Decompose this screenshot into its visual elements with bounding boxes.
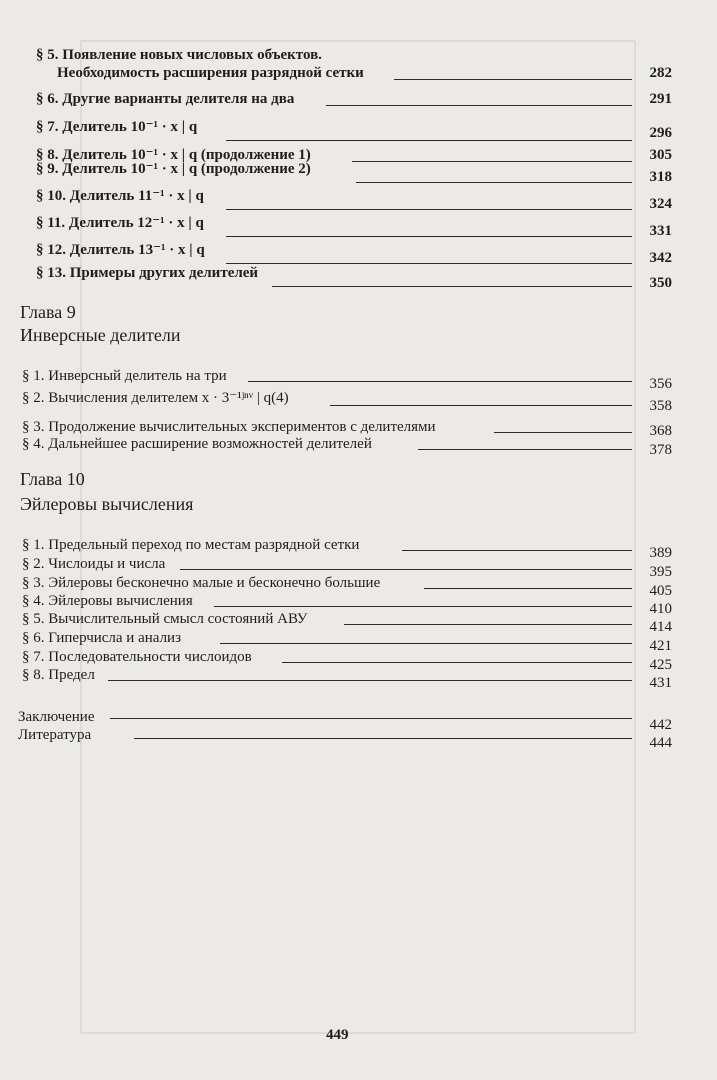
chapter-title: Эйлеровы вычисления xyxy=(20,494,194,514)
toc-entry-label: § 12. Делитель 13⁻¹ · x | q xyxy=(36,242,205,258)
toc-page-number: 444 xyxy=(649,735,672,751)
toc-entry-label: § 5. Появление новых числовых объектов. xyxy=(36,47,322,63)
toc-page-number: 405 xyxy=(649,583,672,599)
leader-line xyxy=(356,182,632,183)
chapter-number: Глава 10 xyxy=(20,469,85,489)
leader-line xyxy=(134,738,632,739)
toc-page-number: 431 xyxy=(649,675,672,691)
toc-entry-label: § 4. Дальнейшее расширение возможностей делителей xyxy=(22,436,372,452)
toc-page-number: 389 xyxy=(649,545,672,561)
toc-page-number: 291 xyxy=(649,91,672,107)
toc-entry-label: Литература xyxy=(18,727,92,743)
toc-entry-label: § 7. Последовательности числоидов xyxy=(22,649,252,665)
leader-line xyxy=(402,550,632,551)
toc-entry-label: § 6. Другие варианты делителя на два xyxy=(36,91,295,107)
toc-page-number: 358 xyxy=(649,398,672,414)
leader-line xyxy=(214,606,632,607)
toc-entry-label: § 13. Примеры других делителей xyxy=(36,265,259,281)
leader-line xyxy=(110,718,632,719)
toc-entry-label: § 8. Предел xyxy=(22,667,95,683)
toc-entry-label: § 9. Делитель 10⁻¹ · x | q (продолжение 2) xyxy=(36,161,311,177)
toc-entry-label: § 11. Делитель 12⁻¹ · x | q xyxy=(36,215,204,231)
leader-line xyxy=(180,569,632,570)
leader-line xyxy=(418,449,632,450)
toc-page-number: 282 xyxy=(649,65,672,81)
leader-line xyxy=(220,643,632,644)
toc-page-number: 425 xyxy=(649,657,672,673)
toc-page-number: 414 xyxy=(649,619,672,635)
toc-page-number: 368 xyxy=(649,423,672,439)
leader-line xyxy=(330,405,632,406)
leader-line xyxy=(282,662,632,663)
toc-entry-label: Заключение xyxy=(18,709,95,725)
toc-page-number: 324 xyxy=(649,196,672,212)
toc-page-number: 305 xyxy=(649,147,672,163)
leader-line xyxy=(424,588,632,589)
toc-page-number: 356 xyxy=(649,376,672,392)
toc-page-number: 318 xyxy=(649,169,672,185)
leader-line xyxy=(226,140,632,141)
toc-page-number: 442 xyxy=(649,717,672,733)
toc-entry-label: § 8. Делитель 10⁻¹ · x | q (продолжение 1) xyxy=(36,147,311,163)
leader-line xyxy=(344,624,632,625)
leader-line xyxy=(272,286,632,287)
leader-line xyxy=(352,161,632,162)
toc-entry-label: § 6. Гиперчисла и анализ xyxy=(22,630,182,646)
leader-line xyxy=(226,263,632,264)
leader-line xyxy=(494,432,632,433)
toc-page-number: 342 xyxy=(649,250,672,266)
leader-line xyxy=(394,79,632,80)
toc-page-number: 296 xyxy=(649,125,672,141)
chapter-title: Инверсные делители xyxy=(20,325,181,345)
toc-entry-label: § 1. Предельный переход по местам разрядной сетки xyxy=(22,537,360,553)
leader-line xyxy=(226,236,632,237)
toc-page-number: 331 xyxy=(649,223,672,239)
page-number: 449 xyxy=(326,1027,349,1043)
toc-entry-label: § 10. Делитель 11⁻¹ · x | q xyxy=(36,188,204,204)
toc-page-number: 410 xyxy=(649,601,672,617)
leader-line xyxy=(326,105,632,106)
toc-entry-label: § 2. Вычисления делителем x · 3⁻¹ʲⁿᵛ | q(4) xyxy=(22,390,289,406)
toc-entry-label: § 7. Делитель 10⁻¹ · x | q xyxy=(36,119,198,135)
toc-entry-label: § 5. Вычислительный смысл состояний АВУ xyxy=(22,611,308,627)
toc-entry-label: § 3. Продолжение вычислительных экспериментов с делителями xyxy=(22,419,436,435)
leader-line xyxy=(108,680,632,681)
toc-entry-label: Необходимость расширения разрядной сетки xyxy=(57,65,364,81)
toc-page-number: 395 xyxy=(649,564,672,580)
chapter-number: Глава 9 xyxy=(20,302,76,322)
toc-page-number: 421 xyxy=(649,638,672,654)
toc-page-number: 378 xyxy=(649,442,672,458)
toc-entry-label: § 4. Эйлеровы вычисления xyxy=(22,593,193,609)
leader-line xyxy=(226,209,632,210)
toc-entry-label: § 1. Инверсный делитель на три xyxy=(22,368,227,384)
toc-entry-label: § 3. Эйлеровы бесконечно малые и бесконечно большие xyxy=(22,575,381,591)
toc-entry-label: § 2. Числоиды и числа xyxy=(22,556,166,572)
toc-page-number: 350 xyxy=(649,275,672,291)
leader-line xyxy=(248,381,632,382)
